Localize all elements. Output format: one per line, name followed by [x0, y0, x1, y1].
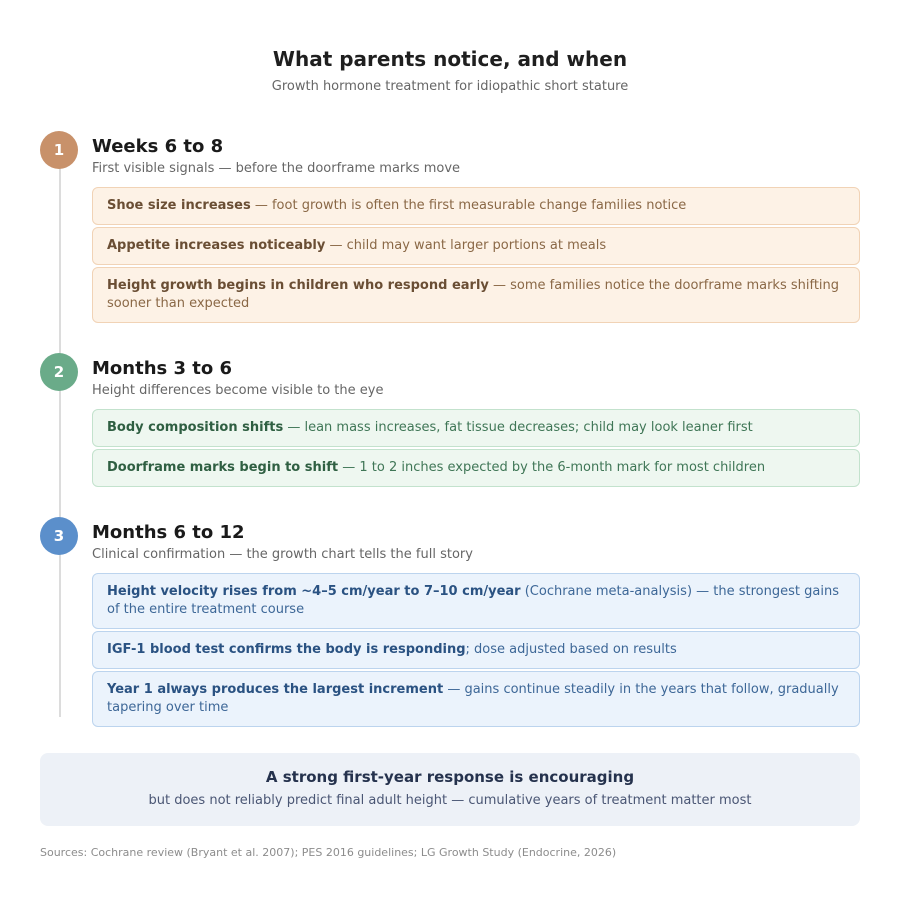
- page-subtitle: Growth hormone treatment for idiopathic short stature: [271, 79, 629, 94]
- milestone-card: [92, 227, 860, 265]
- milestone-heading: Height velocity rises from ~4–5 cm/year to 7–10 cm/year: [107, 584, 521, 599]
- page-title: What parents notice, and when: [272, 47, 628, 71]
- stage-subtitle: Height differences become visible to the eye: [92, 383, 384, 398]
- callout-subtitle: but does not reliably predict final adult height — cumulative years of treatment matter most: [148, 793, 752, 808]
- milestone-heading: Height growth begins in children who respond early: [107, 278, 489, 293]
- milestone-detail: — lean mass increases, fat tissue decreases; child may look leaner first: [283, 420, 753, 435]
- milestone-heading: Appetite increases noticeably: [107, 238, 326, 253]
- milestone-detail: — 1 to 2 inches expected by the 6-month mark for most children: [338, 460, 766, 475]
- key-takeaway-callout: [40, 753, 860, 826]
- milestone-card: [92, 187, 860, 225]
- milestone-detail: — foot growth is often the first measurable change families notice: [250, 198, 687, 213]
- stage-title: Months 3 to 6: [92, 358, 233, 379]
- milestone-card: [92, 631, 860, 669]
- milestone-detail: — some families notice the doorframe marks shifting sooner than expected: [107, 278, 840, 311]
- timeline-rail: [59, 150, 61, 717]
- stage-title: Months 6 to 12: [92, 522, 245, 543]
- milestone-heading: Year 1 always produces the largest increment: [107, 682, 444, 697]
- milestone-detail: — gains continue steadily in the years that follow, gradually tapering over time: [107, 682, 839, 715]
- stage-number-badge: 1: [40, 131, 78, 169]
- milestone-card: [92, 671, 860, 727]
- milestone-detail: ; dose adjusted based on results: [465, 642, 677, 657]
- milestone-detail: — child may want larger portions at meals: [325, 238, 607, 253]
- milestone-card: [92, 267, 860, 323]
- milestone-card: [92, 409, 860, 447]
- stage-subtitle: Clinical confirmation — the growth chart tells the full story: [92, 547, 473, 562]
- stage-number-badge: 3: [40, 517, 78, 555]
- stage-subtitle: First visible signals — before the doorframe marks move: [92, 161, 461, 176]
- milestone-detail: (Cochrane meta-analysis) — the strongest gains of the entire treatment course: [107, 584, 839, 617]
- sources-footnote: Sources: Cochrane review (Bryant et al. 2007); PES 2016 guidelines; LG Growth Study (Endocrine, 2026): [40, 846, 617, 859]
- stage-number-badge: 2: [40, 353, 78, 391]
- milestone-heading: IGF-1 blood test confirms the body is responding: [107, 642, 466, 657]
- milestone-heading: Shoe size increases: [107, 198, 251, 213]
- milestone-card: [92, 573, 860, 629]
- milestone-heading: Body composition shifts: [107, 420, 284, 435]
- callout-title: A strong first-year response is encouraging: [265, 768, 635, 786]
- milestone-card: [92, 449, 860, 487]
- milestone-heading: Doorframe marks begin to shift: [107, 460, 339, 475]
- stage-title: Weeks 6 to 8: [92, 136, 224, 157]
